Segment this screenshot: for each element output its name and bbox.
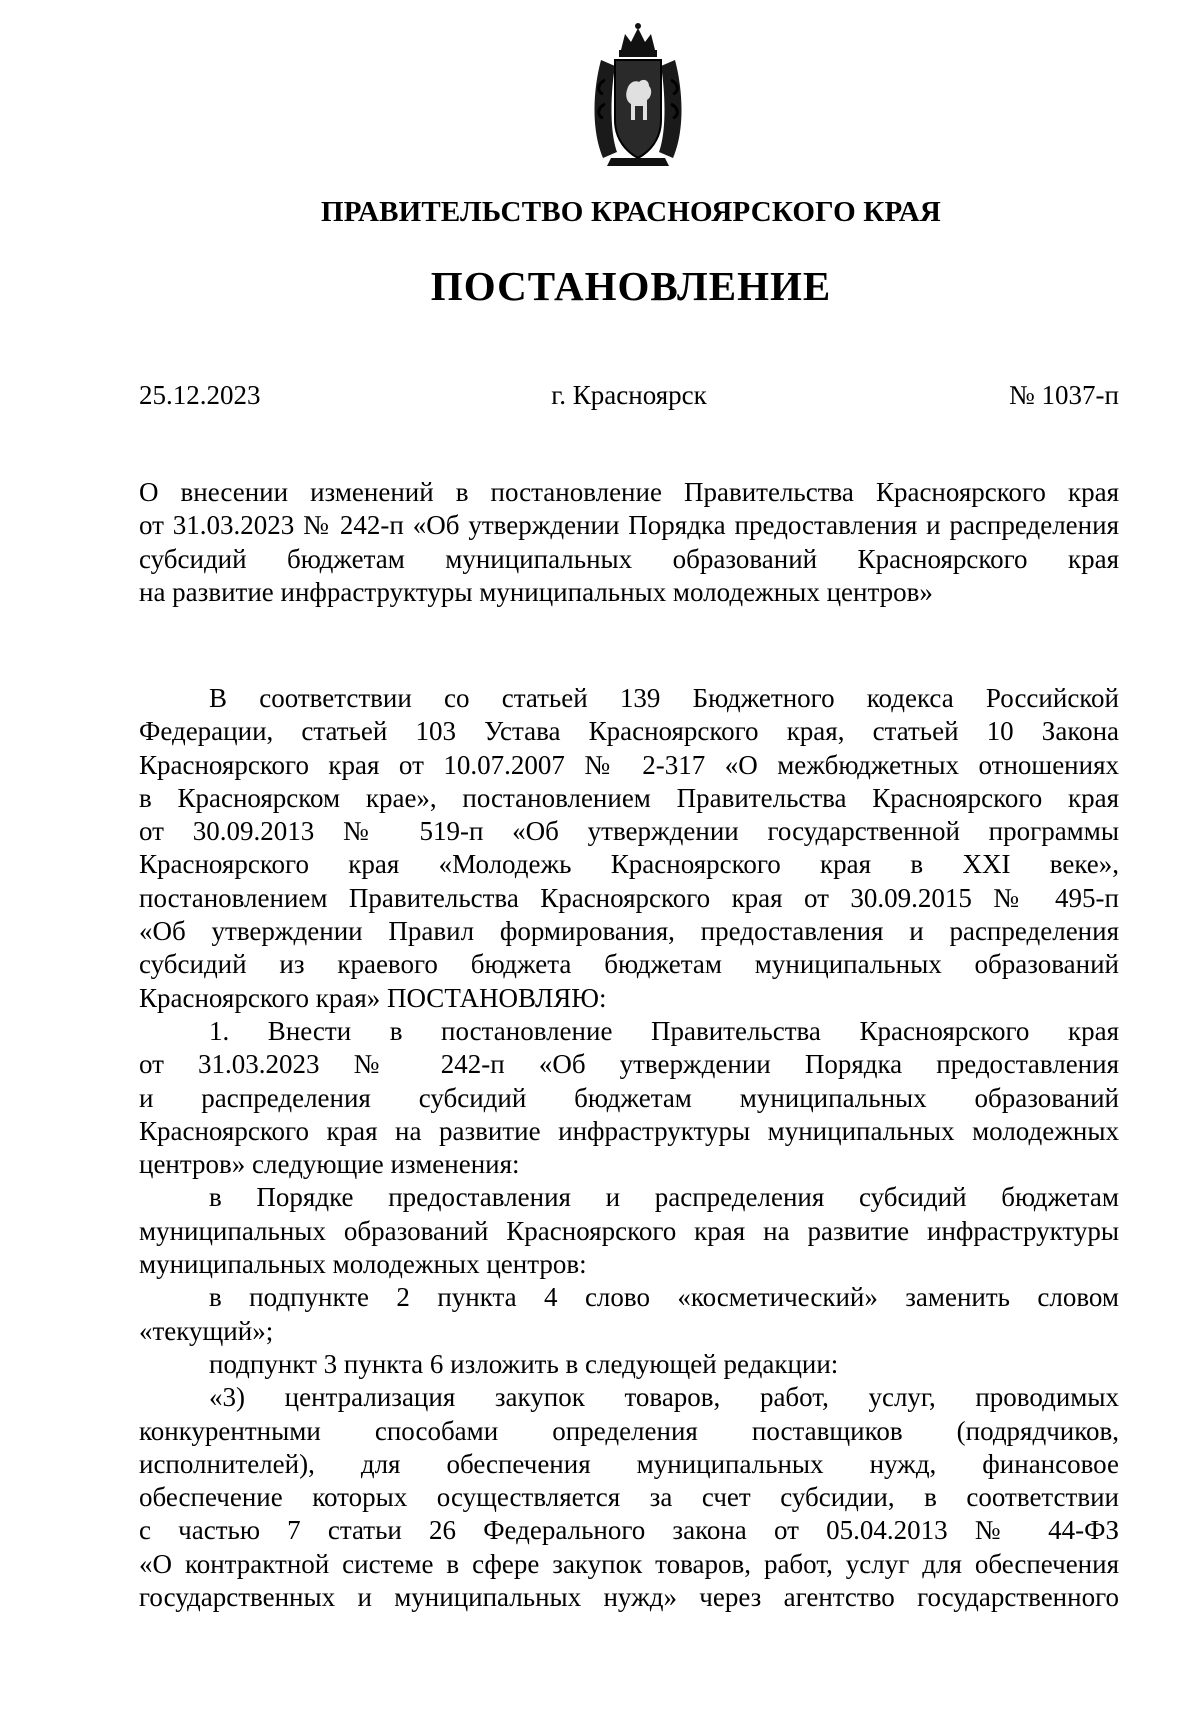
body-line: В соответствии со статьей 139 Бюджетного кодекса Российской <box>209 683 1119 713</box>
document-meta-row <box>139 380 1119 414</box>
body-line: в подпункте 2 пункта 4 слово «косметический» заменить словом <box>209 1282 1119 1313</box>
title-line: от 31.03.2023 № 242-п «Об утверждении Порядка предоставления и распределения <box>139 510 1119 541</box>
coat-of-arms-emblem <box>583 20 693 170</box>
body-line: конкурентными способами определения поставщиков (подрядчиков, <box>139 1415 1119 1446</box>
body-line: центров» следующие изменения: <box>139 1149 520 1180</box>
document-title-block <box>139 476 1119 609</box>
document-body <box>139 682 1119 1614</box>
title-line: О внесении изменений в постановление Правительства Красноярского края <box>139 477 1119 507</box>
body-line: подпункт 3 пункта 6 изложить в следующей редакции: <box>209 1348 839 1379</box>
body-line: «текущий»; <box>139 1315 274 1346</box>
body-line: от 31.03.2023 № 242-п «Об утверждении Порядка предоставления <box>139 1049 1119 1080</box>
body-line: и распределения субсидий бюджетам муниципальных образований <box>139 1082 1119 1113</box>
body-line: Красноярского края от 10.07.2007 № 2-317 «О межбюджетных отношениях <box>139 749 1119 780</box>
government-title: ПРАВИТЕЛЬСТВО КРАСНОЯРСКОГО КРАЯ <box>320 196 942 228</box>
body-line: «Об утверждении Правил формирования, предоставления и распределения <box>139 916 1119 947</box>
document-type-heading: ПОСТАНОВЛЕНИЕ <box>430 263 832 309</box>
title-line: субсидий бюджетам муниципальных образований Красноярского края <box>139 543 1119 574</box>
body-line: в Порядке предоставления и распределения субсидий бюджетам <box>209 1182 1119 1213</box>
body-line: Красноярского края на развитие инфраструктуры муниципальных молодежных <box>139 1115 1119 1146</box>
body-line: в Красноярском крае», постановлением Правительства Красноярского края <box>139 782 1119 813</box>
body-line: государственных и муниципальных нужд» через агентство государственного <box>139 1582 1119 1613</box>
document-date: 25.12.2023 <box>139 380 261 410</box>
coat-of-arms-icon <box>583 20 693 170</box>
title-line: на развитие инфраструктуры муниципальных молодежных центров» <box>139 576 933 607</box>
body-line: муниципальных молодежных центров: <box>139 1249 587 1280</box>
body-line: Федерации, статьей 103 Устава Красноярского края, статьей 10 Закона <box>139 716 1119 747</box>
body-line: постановлением Правительства Красноярского края от 30.09.2015 № 495-п <box>139 882 1119 913</box>
body-line: субсидий из краевого бюджета бюджетам муниципальных образований <box>139 949 1119 980</box>
body-line: исполнителей), для обеспечения муниципальных нужд, финансовое <box>139 1448 1119 1479</box>
body-line: обеспечение которых осуществляется за счет субсидии, в соответствии <box>139 1482 1119 1513</box>
body-line: с частью 7 статьи 26 Федерального закона от 05.04.2013 № 44-ФЗ <box>139 1515 1119 1546</box>
body-line: Красноярского края «Молодежь Красноярского края в XXI веке», <box>139 849 1119 880</box>
document-city: г. Красноярск <box>551 380 707 410</box>
body-line: «О контрактной системе в сфере закупок товаров, работ, услуг для обеспечения <box>139 1548 1119 1579</box>
body-line: 1. Внести в постановление Правительства Красноярского края <box>209 1015 1119 1046</box>
body-line: муниципальных образований Красноярского края на развитие инфраструктуры <box>139 1215 1119 1246</box>
body-line: от 30.09.2013 № 519-п «Об утверждении государственной программы <box>139 816 1119 847</box>
body-line: Красноярского края» ПОСТАНОВЛЯЮ: <box>139 982 607 1013</box>
document-number: № 1037-п <box>1009 380 1119 410</box>
body-line: «3) централизация закупок товаров, работ, услуг, проводимых <box>209 1382 1119 1413</box>
